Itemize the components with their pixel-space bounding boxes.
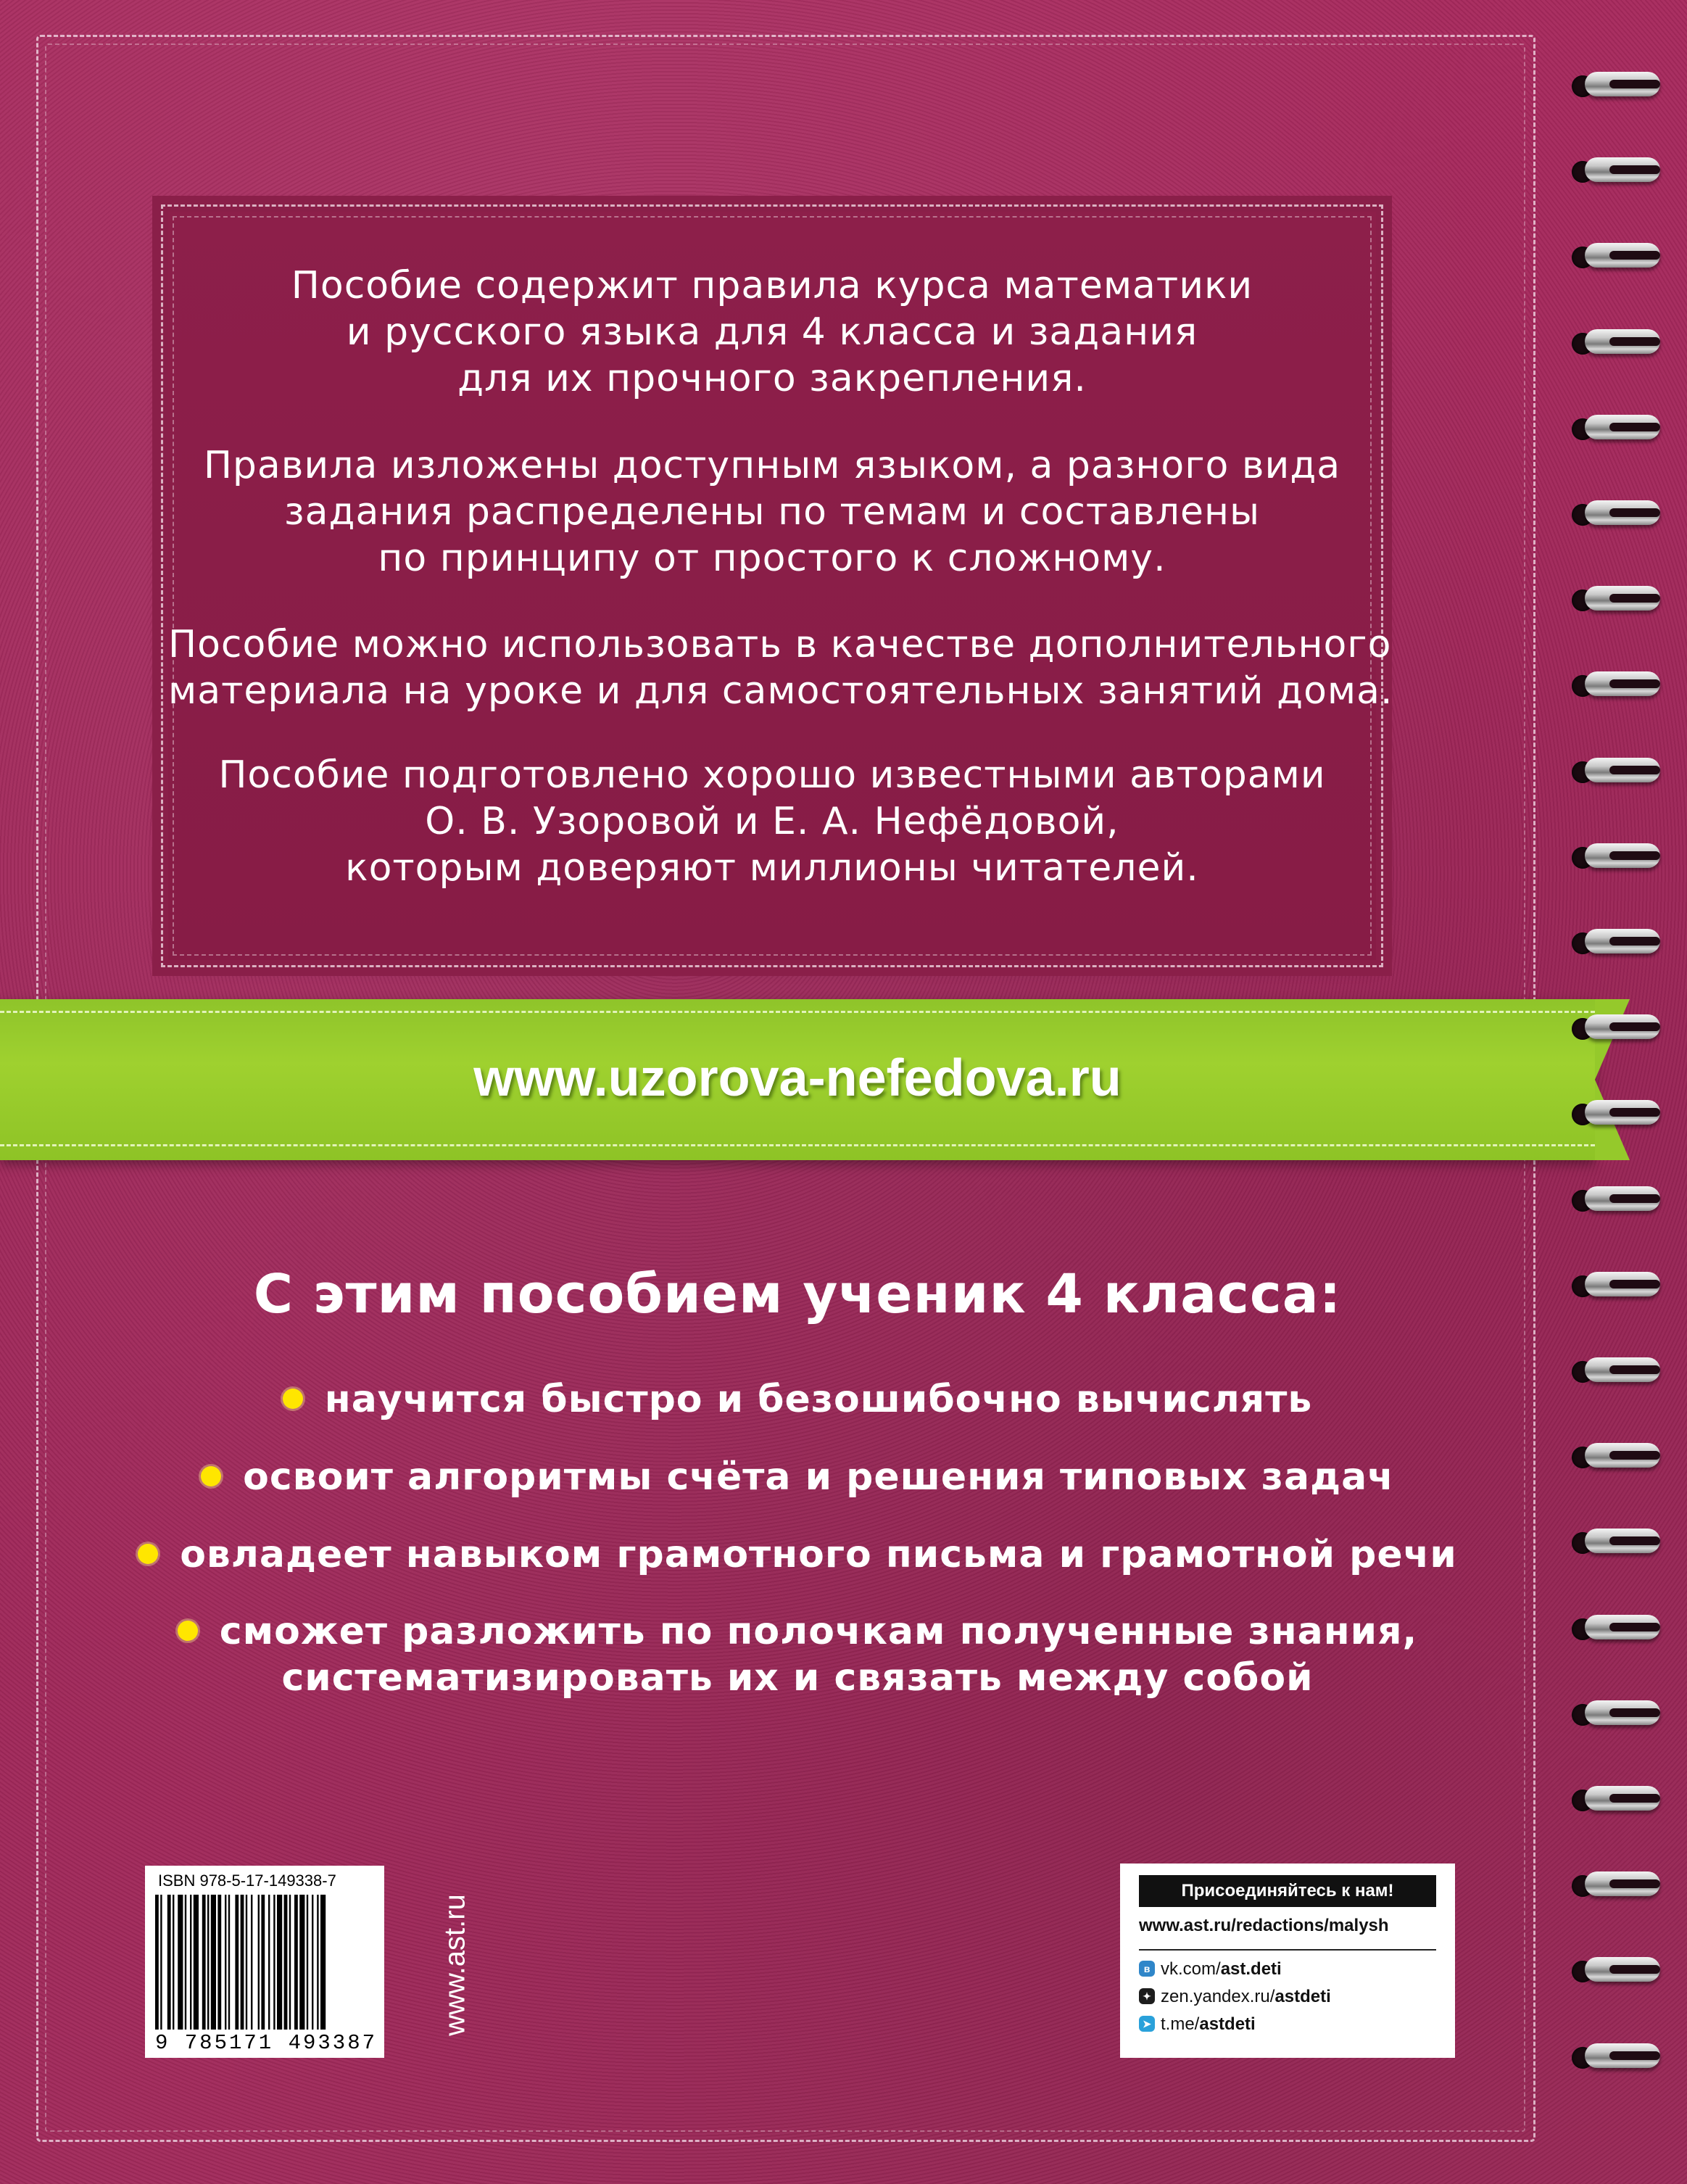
social-panel	[1120, 1864, 1455, 2058]
social-link-vk[interactable]	[1139, 1958, 1282, 1981]
binding-wire-gap	[1609, 1365, 1660, 1374]
barcode-digits: 9 785171 493387	[154, 2031, 378, 2055]
description-line: которым доверяют миллионы читателей.	[345, 846, 1199, 890]
spiral-ring	[1566, 1355, 1660, 1387]
spiral-ring	[1566, 584, 1660, 616]
binding-wire-gap	[1609, 1022, 1660, 1031]
binding-wire-gap	[1609, 1965, 1660, 1974]
spiral-ring	[1566, 1098, 1660, 1130]
barcode-bar	[225, 1895, 226, 2030]
binding-wire-gap	[1609, 80, 1660, 88]
binding-wire-gap	[1609, 594, 1660, 603]
benefit-item	[0, 1376, 1595, 1423]
barcode-bar	[299, 1895, 304, 2030]
binding-wire-gap	[1609, 337, 1660, 346]
join-banner: Присоединяйтесь к нам!	[1139, 1875, 1436, 1907]
social-link-handle: astdeti	[1199, 2014, 1256, 2034]
social-link-prefix: t.me/	[1161, 2014, 1200, 2034]
barcode-bar	[317, 1895, 318, 2030]
binding-wire-gap	[1609, 2051, 1660, 2060]
isbn-text: ISBN 978-5-17-149338-7	[158, 1871, 336, 1890]
barcode-bar	[320, 1895, 326, 2030]
description-line: материала на уроке и для самостоятельных занятий дома.	[168, 669, 1393, 713]
spiral-ring	[1566, 927, 1660, 959]
binding-wire-gap	[1609, 679, 1660, 688]
barcode-bar	[207, 1895, 209, 2030]
barcode-bar	[194, 1895, 199, 2030]
bullet-dot	[283, 1389, 303, 1409]
description-line: для их прочного закрепления.	[457, 357, 1087, 400]
binding-wire-gap	[1609, 937, 1660, 946]
social-link-handle: astdeti	[1274, 1987, 1331, 2006]
bullet-dot	[138, 1544, 158, 1564]
description-line: О. В. Узоровой и Е. А. Нефёдовой,	[425, 800, 1119, 843]
barcode-bar	[307, 1895, 308, 2030]
barcode-bar	[268, 1895, 270, 2030]
zen-icon: ✦	[1139, 1988, 1155, 2004]
description-paragraph-3	[168, 621, 1393, 714]
barcode-bar	[160, 1895, 162, 2030]
social-link-prefix: vk.com/	[1161, 1959, 1221, 1979]
barcode-panel	[145, 1866, 384, 2058]
spiral-ring	[1566, 1698, 1660, 1730]
description-paragraph-4	[168, 752, 1376, 891]
benefit-item	[0, 1608, 1595, 1701]
spiral-ring	[1566, 841, 1660, 873]
description-paragraph-1	[168, 262, 1376, 402]
binding-wire-gap	[1609, 1708, 1660, 1717]
barcode-bar	[251, 1895, 252, 2030]
binding-wire-gap	[1609, 766, 1660, 774]
spiral-ring	[1566, 1270, 1660, 1302]
binding-wire-gap	[1609, 508, 1660, 517]
social-link-zen[interactable]	[1139, 1985, 1331, 2009]
binding-wire-gap	[1609, 1536, 1660, 1545]
barcode-bar	[228, 1895, 230, 2030]
description-line: и русского языка для 4 класса и задания	[346, 310, 1198, 354]
binding-wire-gap	[1609, 1108, 1660, 1117]
benefits-title: С этим пособием ученик 4 класса:	[253, 1263, 1342, 1325]
binding-wire-gap	[1609, 851, 1660, 860]
binding-wire-gap	[1609, 251, 1660, 260]
spiral-ring	[1566, 669, 1660, 701]
barcode-bar	[167, 1895, 171, 2030]
barcode-bar	[185, 1895, 186, 2030]
barcode-bar	[155, 1895, 159, 2030]
description-line: по принципу от простого к сложному.	[378, 537, 1166, 580]
benefit-item	[0, 1454, 1595, 1500]
benefit-text: освоит алгоритмы счёта и решения типовых задач	[243, 1455, 1394, 1499]
spiral-ring	[1566, 1869, 1660, 1901]
barcode-bar	[277, 1895, 282, 2030]
spiral-ring	[1566, 1613, 1660, 1645]
spiral-ring	[1566, 2041, 1660, 2073]
spiral-ring	[1566, 1184, 1660, 1216]
benefit-text: овладеет навыком грамотного письма и грамотной речи	[180, 1533, 1457, 1576]
bullet-dot	[201, 1466, 221, 1486]
ribbon-stitching-bottom	[0, 1144, 1595, 1146]
barcode-bar	[202, 1895, 206, 2030]
barcode-bar	[217, 1895, 221, 2030]
benefit-item	[0, 1531, 1595, 1578]
binding-wire-gap	[1609, 1794, 1660, 1803]
publisher-url[interactable]: www.ast.ru	[439, 1894, 471, 2036]
spiral-ring	[1566, 413, 1660, 444]
spiral-ring	[1566, 1784, 1660, 1816]
barcode-bar	[284, 1895, 288, 2030]
description-line: Пособие подготовлено хорошо известными авторами	[218, 753, 1326, 797]
binding-wire-gap	[1609, 423, 1660, 431]
social-link-telegram[interactable]	[1139, 2013, 1256, 2036]
barcode-bar	[211, 1895, 216, 2030]
spiral-ring	[1566, 241, 1660, 273]
spiral-ring	[1566, 155, 1660, 187]
barcode-bar	[178, 1895, 183, 2030]
publisher-url-vertical	[434, 1871, 477, 2059]
website-link[interactable]: www.uzorova-nefedova.ru	[473, 1049, 1122, 1107]
spiral-ring	[1566, 756, 1660, 787]
benefit-text: сможет разложить по полочкам полученные знания,	[219, 1610, 1418, 1653]
binding-wire-gap	[1609, 1280, 1660, 1289]
barcode-bar	[241, 1895, 244, 2030]
binding-wire-gap	[1609, 1623, 1660, 1631]
spiral-ring	[1566, 498, 1660, 530]
barcode-bar	[235, 1895, 239, 2030]
spiral-ring	[1566, 1012, 1660, 1044]
description-patch	[168, 212, 1393, 960]
description-line: Правила изложены доступным языком, а разного вида	[203, 444, 1341, 487]
barcode-bar	[258, 1895, 260, 2030]
description-paragraph-2	[168, 442, 1376, 582]
spiral-ring	[1566, 1441, 1660, 1473]
spiral-ring	[1566, 327, 1660, 359]
barcode-bar	[273, 1895, 275, 2030]
binding-wire-gap	[1609, 1194, 1660, 1203]
social-link-prefix: zen.yandex.ru/	[1161, 1987, 1275, 2006]
publisher-site-link[interactable]: www.ast.ru/redactions/malysh	[1139, 1916, 1389, 1935]
barcode-bar	[190, 1895, 191, 2030]
barcode-bar	[246, 1895, 247, 2030]
description-line: задания распределены по темам и составлены	[283, 490, 1261, 534]
description-line: Пособие содержит правила курса математики	[291, 264, 1253, 307]
vk-icon: в	[1139, 1961, 1155, 1977]
bullet-dot	[178, 1621, 198, 1641]
binding-wire-gap	[1609, 1879, 1660, 1888]
barcode-bar	[312, 1895, 313, 2030]
spiral-ring	[1566, 70, 1660, 102]
green-ribbon	[0, 999, 1595, 1160]
description-line: Пособие можно использовать в качестве дополнительного	[168, 623, 1392, 666]
binding-wire-gap	[1609, 1451, 1660, 1460]
telegram-icon: ➤	[1139, 2016, 1155, 2032]
social-divider	[1139, 1949, 1436, 1951]
barcode-bars	[154, 1895, 376, 2032]
social-link-handle: ast.deti	[1220, 1959, 1282, 1979]
barcode-bar	[173, 1895, 174, 2030]
binding-wire-gap	[1609, 165, 1660, 174]
benefit-text: научится быстро и безошибочно вычислять	[324, 1378, 1313, 1421]
ribbon-stitching-top	[0, 1011, 1595, 1013]
spiral-ring	[1566, 1526, 1660, 1558]
barcode-bar	[289, 1895, 291, 2030]
barcode-bar	[261, 1895, 265, 2030]
spiral-ring	[1566, 1955, 1660, 1987]
barcode-bar	[294, 1895, 298, 2030]
benefit-text: систематизировать их и связать между собой	[281, 1656, 1314, 1700]
